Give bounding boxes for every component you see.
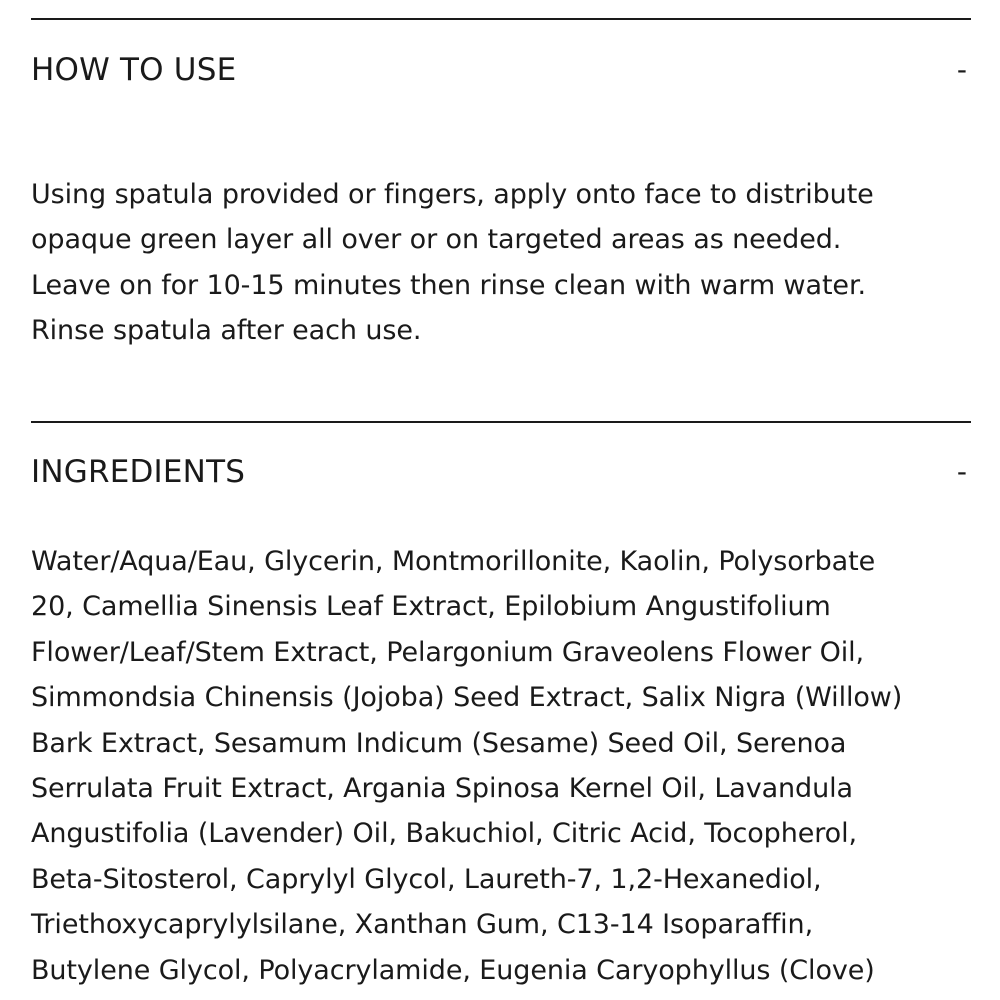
how-to-use-title: HOW TO USE	[31, 52, 237, 88]
ingredients-header[interactable]	[31, 450, 971, 494]
ingredients-text: Water/Aqua/Eau, Glycerin, Montmorillonite, Kaolin, Polysorbate 20, Camellia Sinensis Leaf Extract, Epilobium Angustifolium Flower/Leaf/Stem Extract, Pelargonium Graveolens Flower Oil, Simmondsia Chinensis (Jojoba) Seed Extract, Salix Nigra (Willow) Bark Extract, Sesamum Indicum (Sesame) Seed Oil, Serenoa Serrulata Fruit Extract, Argania Spinosa Kernel Oil, Lavandula Angustifolia (Lavender) Oil, Bakuchiol, Citric Acid, Tocopherol, Beta-Sitosterol, Caprylyl Glycol, Laureth-7, 1,2-Hexanediol, Triethoxycaprylylsilane, Xanthan Gum, C13-14 Isoparaffin, Butylene Glycol, Polyacrylamide, Eugenia Caryophyllus (Clove)	[31, 546, 903, 986]
how-to-use-header[interactable]	[31, 48, 971, 92]
collapse-icon[interactable]: -	[956, 53, 967, 86]
product-details-accordion	[31, 0, 971, 1000]
ingredients-title: INGREDIENTS	[31, 454, 246, 490]
section-divider	[31, 18, 971, 20]
how-to-use-text: Using spatula provided or fingers, apply onto face to distribute opaque green layer all over or on targeted areas as needed. Leave on for 10-15 minutes then rinse clean with warm water. Rinse spatula after each use.	[31, 179, 874, 347]
collapse-icon[interactable]: -	[956, 455, 967, 488]
section-divider	[31, 421, 971, 423]
